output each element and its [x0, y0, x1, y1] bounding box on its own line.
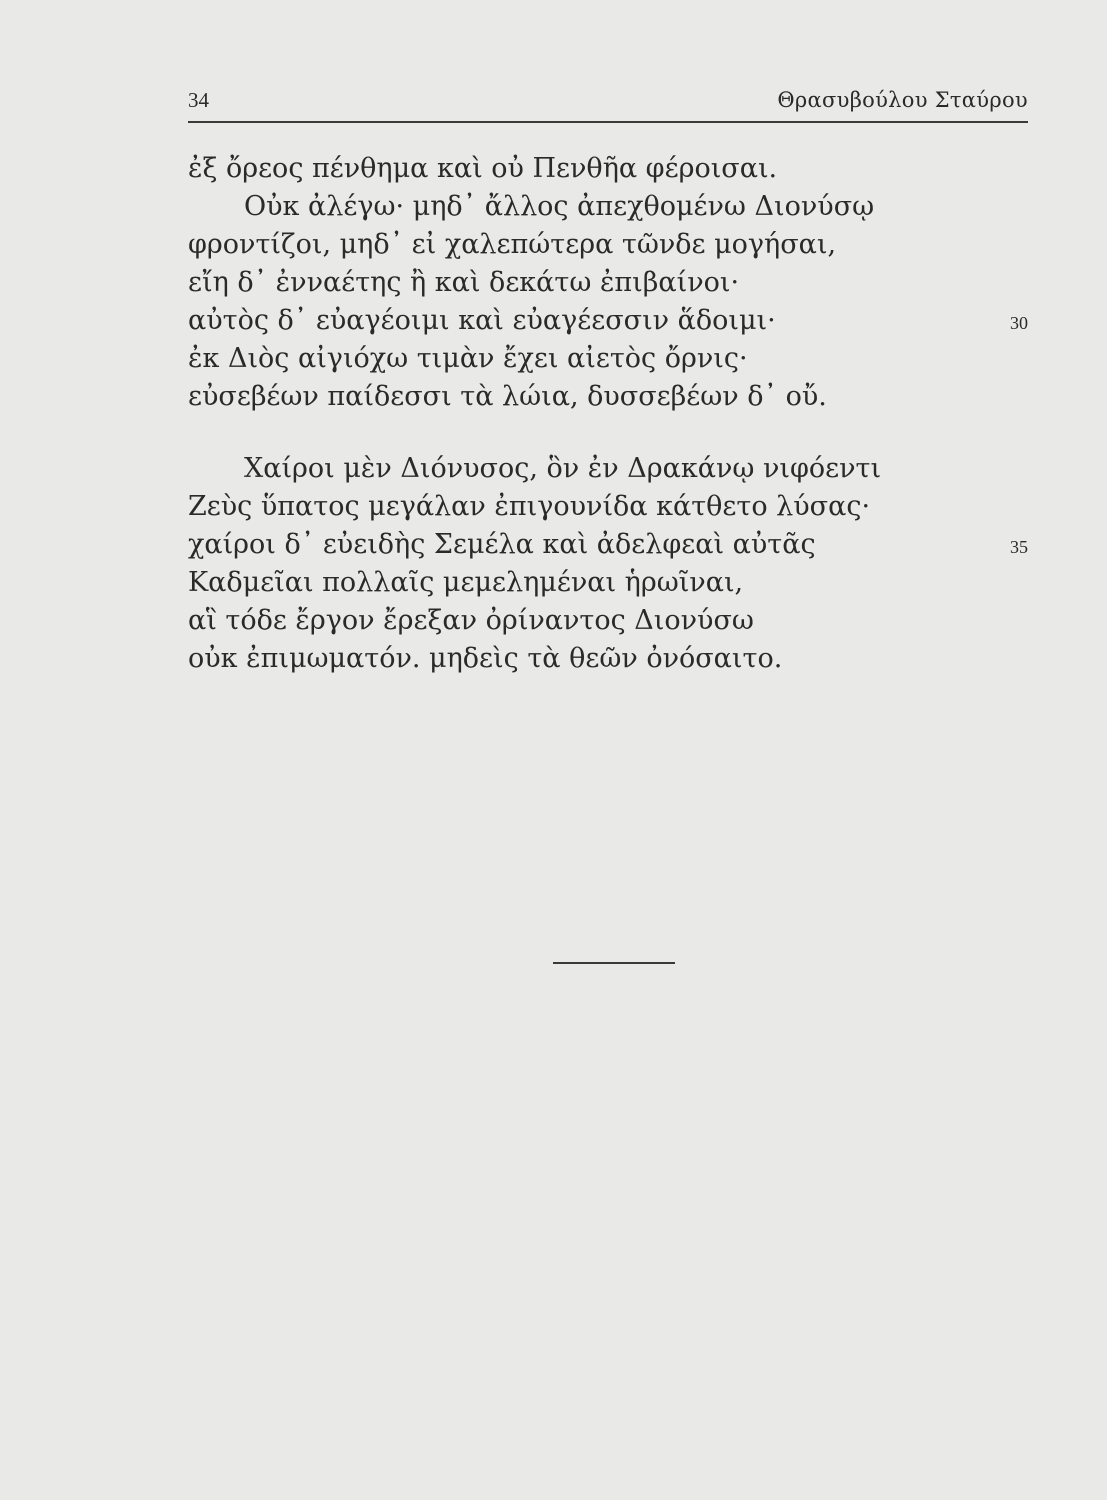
page-header: [188, 82, 1028, 118]
verse-line: [188, 378, 1028, 416]
verse-text: Οὐκ ἀλέγω· μηδ᾽ ἄλλος ἀπεχθομένω Διονύσῳ: [244, 191, 875, 222]
verse-text: Ζεὺς ὕπατος μεγάλαν ἐπιγουνίδα κάτθετο λύσας·: [188, 491, 871, 522]
stanza: [188, 450, 1028, 678]
end-rule: [553, 962, 675, 964]
verse-text: ἐκ Διὸς αἰγιόχω τιμὰν ἔχει αἰετὸς ὄρνις·: [188, 343, 748, 374]
verse-line: [188, 640, 1028, 678]
line-number: 35: [1010, 537, 1028, 557]
verse-text: χαίροι δ᾽ εὐειδὴς Σεμέλα καὶ ἀδελφεαὶ αὐτᾶς: [188, 529, 816, 560]
page-number: 34: [188, 88, 209, 112]
verse-line: [188, 602, 1028, 640]
verse-line: [188, 340, 1028, 378]
verse-line: [188, 264, 1028, 302]
verse-text: εἴη δ᾽ ἐνναέτης ἢ καὶ δεκάτω ἐπιβαίνοι·: [188, 267, 740, 298]
verse-line: [188, 188, 1028, 226]
verse-line: [188, 450, 1028, 488]
verse-text: ἐξ ὄρεος πένθημα καὶ οὐ Πενθῆα φέροισαι.: [188, 153, 778, 184]
verse-text: οὐκ ἐπιμωματόν. μηδεὶς τὰ θεῶν ὀνόσαιτο.: [188, 643, 783, 674]
header-rule: [188, 121, 1028, 123]
verse-text: φροντίζοι, μηδ᾽ εἰ χαλεπώτερα τῶνδε μογήσαι,: [188, 229, 837, 260]
verse-text: αὐτὸς δ᾽ εὐαγέοιμι καὶ εὐαγέεσσιν ἅδοιμι·: [188, 305, 776, 336]
verse-text: αἳ τόδε ἔργον ἔρεξαν ὀρίναντος Διονύσω: [188, 605, 754, 636]
verse-text: Καδμεῖαι πολλαῖς μεμελημέναι ἡρωῖναι,: [188, 567, 744, 598]
verse-line: [188, 226, 1028, 264]
verse-line: [188, 526, 1028, 564]
verse-line: [188, 302, 1028, 340]
running-head: Θρασυβούλου Σταύρου: [777, 88, 1028, 112]
verse-line: [188, 150, 1028, 188]
verse-text: Χαίροι μὲν Διόνυσος, ὃν ἐν Δρακάνῳ νιφόεντι: [244, 453, 882, 484]
line-number: 30: [1010, 313, 1028, 333]
verse-line: [188, 488, 1028, 526]
verse-text: εὐσεβέων παίδεσσι τὰ λώια, δυσσεβέων δ᾽ οὔ.: [188, 381, 827, 412]
verse-line: [188, 564, 1028, 602]
stanza: [188, 150, 1028, 416]
